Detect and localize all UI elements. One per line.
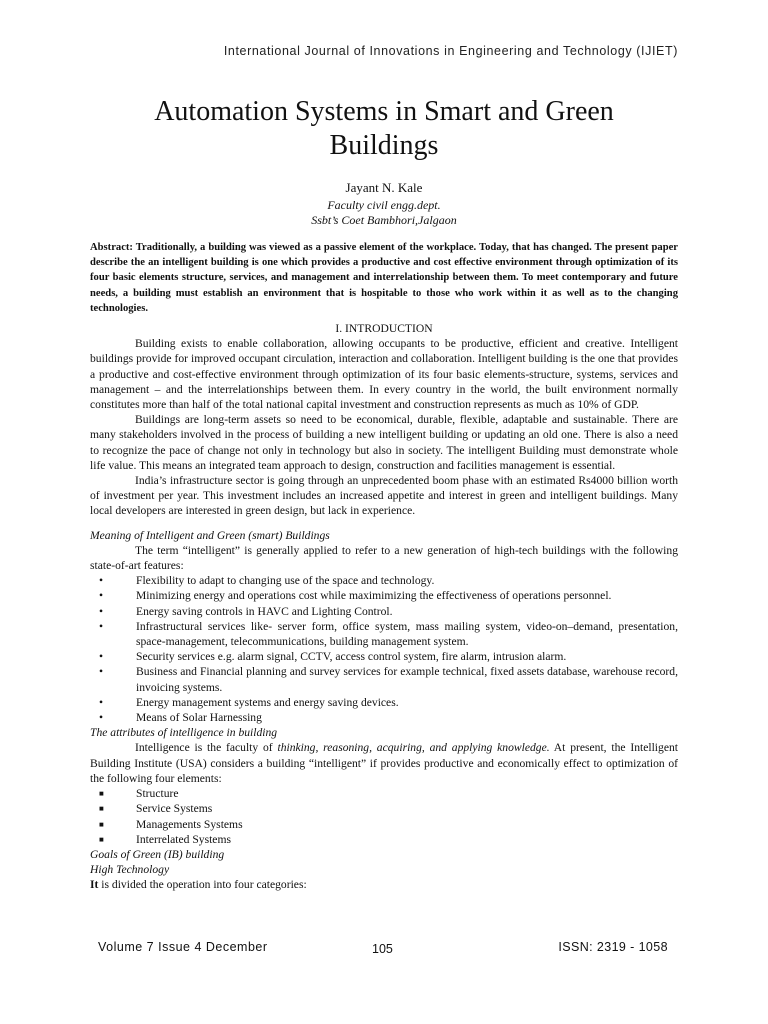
goals-sentence: It is divided the operation into four categories: (90, 878, 307, 892)
bullet-icon: • (99, 574, 104, 588)
intro-paragraph-1: Building exists to enable collaboration, allowing occupants to be productive, efficient and creative. Intelligent buildings provide for improved occupant circulation, interaction and collaboration. Intelligent building is the one that provides a productive and cost-effective environment through optimization of its four basic elements-structure, systems, services and management – and the interrelationships between them. In every country in the world, the built environment normally constitutes more than half of the total national capital investment and construction represents as much as 10% of GDP. (90, 337, 678, 412)
list-item: • Security services e.g. alarm signal, CCTV, access control system, fire alarm, intrusion alarm. (99, 650, 567, 664)
list-item: ■ Structure (99, 787, 179, 801)
bullet-icon: • (99, 665, 104, 679)
square-bullet-icon: ■ (99, 834, 104, 844)
list-item: ■ Managements Systems (99, 817, 243, 831)
bullet-icon: • (99, 589, 104, 603)
paper-title (0, 95, 768, 163)
features-list (90, 573, 678, 725)
square-bullet-icon: ■ (99, 819, 104, 829)
author-name: Jayant N. Kale (345, 180, 423, 195)
journal-header: International Journal of Innovations in Engineering and Technology (IJIET) (223, 44, 678, 58)
bullet-icon: • (99, 695, 104, 709)
body-content (90, 321, 678, 893)
footer-volume: Volume 7 Issue 4 December (98, 940, 268, 954)
subheading-meaning: Meaning of Intelligent and Green (smart) Buildings (90, 528, 330, 542)
intro-paragraph-2: Buildings are long-term assets so need to be economical, durable, flexible, adaptable and sustainable. There are many stakeholders involved in the process of building a new intelligent building or updating an old one. There is also a need to recognize the pace of change not only in technology but also in society. The intelligent Building must demonstrate whole life value. This means an integrated team approach to design, construction and facilities management is essential. (90, 413, 678, 472)
section-heading-introduction: I. INTRODUCTION (335, 322, 433, 335)
square-bullet-icon: ■ (99, 789, 104, 799)
list-item: • Energy management systems and energy saving devices. (99, 695, 399, 709)
elements-list (90, 786, 678, 847)
list-item: • Means of Solar Harnessing (99, 711, 262, 725)
subheading-attributes: The attributes of intelligence in building (90, 726, 278, 740)
bullet-icon: • (99, 711, 104, 725)
author-affiliation-college: Ssbt’s Coet Bambhori,Jalgaon (311, 213, 457, 227)
footer-page-number: 105 (372, 942, 393, 956)
bullet-icon: • (99, 604, 104, 618)
paper-title-line-1: Automation Systems in Smart and Green (154, 96, 614, 127)
square-bullet-icon: ■ (99, 804, 104, 814)
list-item: • Business and Financial planning and survey services for example technical, fixed assets database, warehouse record, invoicing systems. (99, 665, 678, 694)
list-item: • Energy saving controls in HAVC and Lighting Control. (99, 604, 393, 618)
list-item: • Minimizing energy and operations cost while maximimizing the effectiveness of operations personnel. (99, 589, 612, 603)
bullet-icon: • (99, 650, 104, 664)
author-affiliation-dept: Faculty civil engg.dept. (327, 198, 441, 212)
subheading-high-technology: High Technology (90, 863, 170, 877)
intro-paragraph-3: India’s infrastructure sector is going through an unprecedented boom phase with an estimated Rs4000 billion worth of investment per year. This investment includes an increased appetite and interest in green and intelligent buildings. Many local developers are interested in green design, but lack in experience. (90, 474, 678, 518)
subheading-goals: Goals of Green (IB) building (90, 847, 225, 861)
list-item: ■ Service Systems (99, 802, 213, 816)
meaning-intro-paragraph: The term “intelligent” is generally applied to refer to a new generation of high-tech buildings with the following state-of-art features: (90, 543, 678, 573)
attributes-paragraph: Intelligence is the faculty of thinking, reasoning, acquiring, and applying knowledge. At present, the Intelligent Building Institute (USA) considers a building “intelligent” if provides productive and economically effect to optimization of the following four elements: (90, 741, 678, 785)
footer-issn: ISSN: 2319 - 1058 (558, 940, 668, 954)
paper-title-line-2: Buildings (329, 130, 439, 161)
abstract: Abstract: Traditionally, a building was viewed as a passive element of the workplace. Today, that has changed. The present paper describe the an intelligent building is one which provides a productive and cost effective environment through optimization of its four basic elements structure, services, and management and interrelationship between them. To meet contemporary and future needs, a building must establish an environment that is hospitable to those who work within it as well as to the changing technologies. (90, 242, 678, 314)
list-item: ■ Interrelated Systems (99, 832, 231, 846)
bullet-icon: • (99, 619, 104, 633)
list-item: • Flexibility to adapt to changing use of the space and technology. (99, 574, 435, 588)
list-item: • Infrastructural services like- server form, office system, mass mailing system, video-on–demand, presentation, space-management, telecommunications, building management system. (99, 619, 678, 649)
